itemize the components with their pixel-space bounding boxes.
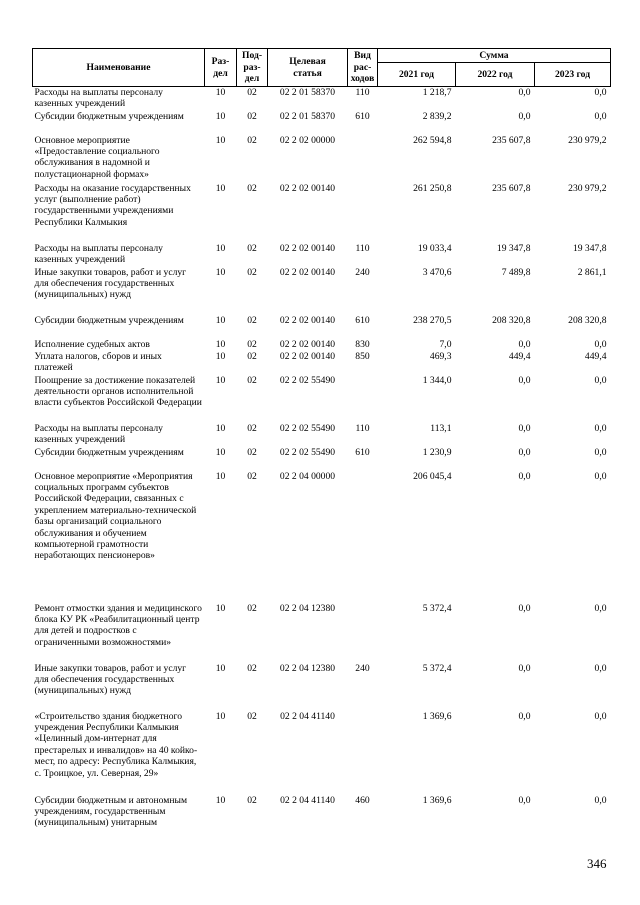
row-target: 02 2 01 58370 [279,110,336,122]
row-podrazdel: 02 [247,110,257,122]
row-name: Расходы на оказание государственных услуг (выполнение работ) государственными учреждениями Республики Калмыкия [34,182,191,228]
row-sum-2022: 0,0 [518,446,531,458]
row-target: 02 2 02 00140 [279,350,336,362]
row-podrazdel: 02 [247,470,257,482]
row-sum-2022: 0,0 [518,602,531,614]
row-sum-2022: 0,0 [518,794,531,806]
row-razdel: 10 [215,350,226,362]
row-target: 02 2 02 55490 [279,446,336,458]
row-sum-2023: 449,4 [584,350,607,362]
row-podrazdel: 02 [247,422,257,434]
table-row [33,111,611,135]
row-target: 02 2 02 55490 [279,422,336,434]
row-sum-2021: 1 218,7 [422,87,452,98]
row-target: 02 2 01 58370 [279,87,336,98]
row-sum-2023: 230 979,2 [568,182,607,194]
row-sum-2023: 0,0 [594,374,607,386]
row-podrazdel: 02 [247,266,257,278]
row-sum-2021: 113,1 [430,422,452,434]
row-name: Расходы на выплаты персоналу казенных учреждений [34,242,163,265]
row-name: Субсидии бюджетным учреждениям [34,446,184,458]
row-target: 02 2 04 00000 [279,470,336,482]
table-row [33,135,611,183]
header-2022: 2022 год [456,63,535,87]
row-razdel: 10 [215,314,226,326]
table-row [33,351,611,375]
row-vid: 610 [355,446,370,458]
row-vid [348,135,378,183]
row-sum-2023: 0,0 [594,470,607,482]
row-razdel: 10 [215,422,226,434]
row-target: 02 2 02 00000 [279,134,336,146]
row-razdel: 10 [215,374,226,386]
header-summa: Сумма [378,49,611,63]
row-name: Субсидии бюджетным и автономным учреждениям, государственным (муниципальным) унитарным [34,794,188,829]
row-name: Уплата налогов, сборов и иных платежей [34,350,162,373]
row-podrazdel: 02 [247,662,257,674]
row-name: Поощрение за достижение показателей деятельности органов исполнительной власти субъектов Российской Федерации [34,374,202,409]
row-podrazdel: 02 [247,374,257,386]
header-podrazdel: Под- раз- дел [237,49,268,87]
budget-table [32,48,611,843]
header-razdel: Раз- дел [205,49,237,87]
row-sum-2022: 235 607,8 [492,182,531,194]
table-row [33,471,611,603]
row-target: 02 2 02 55490 [279,374,336,386]
row-sum-2023: 0,0 [594,110,607,122]
row-sum-2022: 208 320,8 [492,314,531,326]
table-row [33,315,611,339]
row-razdel: 10 [215,446,226,458]
row-razdel: 10 [215,182,226,194]
row-name: Субсидии бюджетным учреждениям [34,314,184,326]
row-sum-2021: 5 372,4 [422,662,452,674]
row-podrazdel: 02 [247,87,257,98]
row-podrazdel: 02 [247,242,257,254]
table-row [33,339,611,351]
row-sum-2021: 469,3 [429,350,452,362]
header-2023: 2023 год [535,63,611,87]
row-sum-2021: 1 344,0 [422,374,452,386]
table-row [33,243,611,267]
row-podrazdel: 02 [247,446,257,458]
row-name: Расходы на выплаты персоналу казенных учреждений [34,87,163,110]
row-name: Иные закупки товаров, работ и услуг для обеспечения государственных (муниципальных) нужд [34,266,187,301]
row-sum-2023: 0,0 [594,794,607,806]
header-name: Наименование [33,49,205,87]
row-vid: 240 [355,662,370,674]
row-sum-2021: 1 230,9 [422,446,452,458]
table-row [33,267,611,315]
row-sum-2023: 0,0 [594,710,607,722]
row-podrazdel: 02 [247,134,257,146]
row-vid [348,711,378,795]
page-number: 346 [587,856,607,871]
row-sum-2023: 208 320,8 [568,314,607,326]
row-podrazdel: 02 [247,350,257,362]
row-sum-2023: 0,0 [594,602,607,614]
row-sum-2022: 0,0 [518,422,531,434]
table-row [33,663,611,711]
row-target: 02 2 02 00140 [279,182,336,194]
row-vid: 240 [355,266,370,278]
row-name: Основное мероприятие «Мероприятия социальных программ субъектов Российской Федерации, связанных с укреплением материально-технической базы организаций социального обслуживания и обучением компьютерной грамотности неработающих пенсионеров» [34,470,197,562]
row-sum-2022: 0,0 [518,662,531,674]
row-sum-2023: 0,0 [594,87,607,98]
row-vid [348,375,378,423]
row-sum-2023: 230 979,2 [568,134,607,146]
table-row [33,87,611,111]
table-row [33,375,611,423]
row-razdel: 10 [215,266,226,278]
row-name: Расходы на выплаты персоналу казенных учреждений [34,422,163,445]
table-row [33,183,611,243]
row-target: 02 2 04 12380 [279,602,336,614]
row-sum-2022: 0,0 [518,374,531,386]
row-razdel: 10 [215,110,226,122]
row-razdel: 10 [215,242,226,254]
row-vid: 850 [355,350,370,362]
row-podrazdel: 02 [247,602,257,614]
row-sum-2023: 2 861,1 [577,266,607,278]
table-body [33,87,611,843]
table-row [33,603,611,663]
table-row [33,423,611,447]
row-sum-2021: 1 369,6 [422,794,452,806]
row-target: 02 2 04 12380 [279,662,336,674]
row-razdel: 10 [215,134,226,146]
row-vid: 110 [355,422,370,434]
row-sum-2023: 19 347,8 [572,242,607,254]
row-target: 02 2 02 00140 [279,266,336,278]
row-sum-2022: 449,4 [508,350,531,362]
row-vid: 460 [355,794,370,806]
row-sum-2022: 0,0 [518,87,531,98]
row-name: Субсидии бюджетным учреждениям [34,110,184,122]
row-sum-2021: 261 250,8 [413,182,452,194]
row-sum-2022: 0,0 [518,470,531,482]
table-row [33,711,611,795]
row-razdel: 10 [215,794,226,806]
row-sum-2023: 0,0 [594,422,607,434]
header-vid: Вид рас- ходов [348,49,378,87]
row-podrazdel: 02 [247,710,257,722]
row-razdel: 10 [215,87,226,98]
row-sum-2021: 5 372,4 [422,602,452,614]
row-target: 02 2 04 41140 [280,710,335,722]
row-sum-2023: 0,0 [594,662,607,674]
row-sum-2023: 0,0 [594,338,607,350]
row-sum-2021: 19 033,4 [417,242,452,254]
row-sum-2022: 235 607,8 [492,134,531,146]
row-name: Ремонт отмостки здания и медицинского блока КУ РК «Реабилитационный центр для детей и подростков с ограниченными возможностями» [34,602,202,648]
row-sum-2022: 0,0 [518,710,531,722]
row-vid [348,603,378,663]
header-2021: 2021 год [378,63,456,87]
row-sum-2021: 2 839,2 [422,110,452,122]
row-podrazdel: 02 [247,794,257,806]
row-target: 02 2 02 00140 [279,314,336,326]
row-sum-2022: 0,0 [518,110,531,122]
table-row [33,795,611,843]
row-sum-2022: 19 347,8 [496,242,531,254]
row-podrazdel: 02 [247,338,257,350]
row-sum-2021: 262 594,8 [413,134,452,146]
header-target: Целевая статья [268,49,348,87]
row-name: Иные закупки товаров, работ и услуг для обеспечения государственных (муниципальных) нужд [34,662,187,697]
row-name: Исполнение судебных актов [34,338,150,350]
row-sum-2021: 206 045,4 [413,470,452,482]
row-vid: 610 [355,110,370,122]
row-target: 02 2 02 00140 [279,242,336,254]
row-sum-2021: 7,0 [439,338,452,350]
row-sum-2021: 1 369,6 [422,710,452,722]
row-sum-2021: 3 470,6 [422,266,452,278]
row-vid [348,471,378,603]
row-name: Основное мероприятие «Предоставление социального обслуживания в надомной и полустационарной формах» [34,134,160,180]
row-sum-2023: 0,0 [594,446,607,458]
row-sum-2022: 0,0 [518,338,531,350]
table-row [33,447,611,471]
row-sum-2022: 7 489,8 [501,266,531,278]
row-vid: 110 [355,242,370,254]
row-razdel: 10 [215,602,226,614]
row-razdel: 10 [215,662,226,674]
row-target: 02 2 04 41140 [280,794,335,806]
row-vid: 110 [355,87,370,98]
row-vid: 830 [355,338,370,350]
row-sum-2021: 238 270,5 [413,314,452,326]
row-razdel: 10 [215,710,226,722]
row-vid: 610 [355,314,370,326]
row-name: «Строительство здания бюджетного учреждения Республики Калмыкия «Целинный дом-интернат для престарелых и инвалидов» на 40 койко-мест, по адресу: Республика Калмыкия, с. Троицкое, ул. Северная, 29» [34,710,198,779]
row-target: 02 2 02 00140 [279,338,336,350]
row-vid [348,183,378,243]
row-podrazdel: 02 [247,182,257,194]
row-razdel: 10 [215,470,226,482]
row-podrazdel: 02 [247,314,257,326]
row-razdel: 10 [215,338,226,350]
